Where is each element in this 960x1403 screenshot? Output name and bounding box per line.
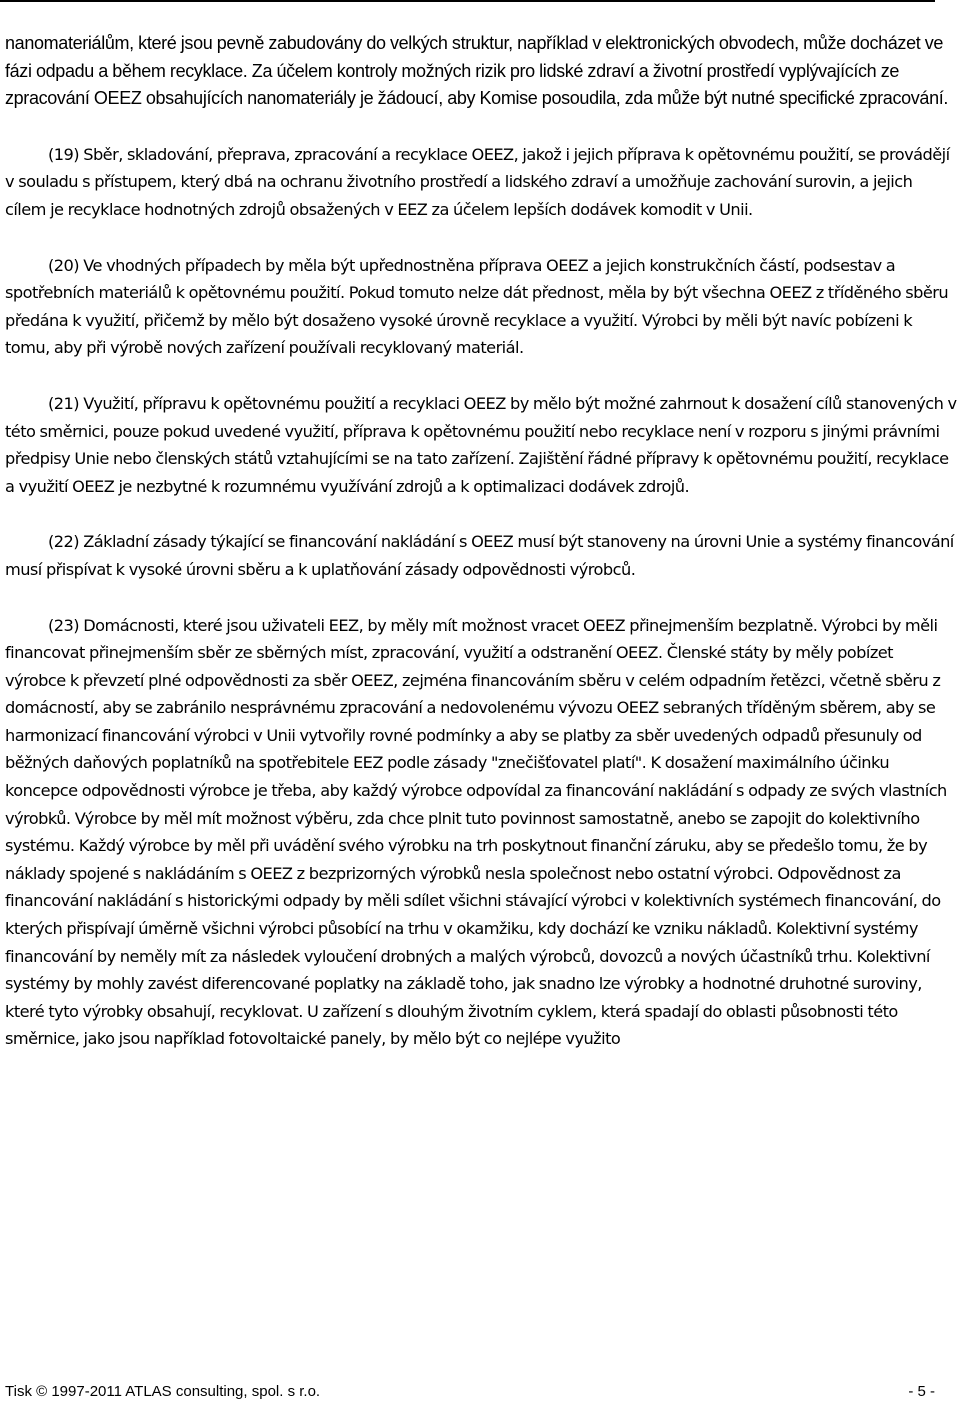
- paragraph-23: (23) Domácnosti, které jsou uživateli EEZ, by měly mít možnost vracet OEEZ přinejmenším bezplatně. Výrobci by měli financovat přinejmenším sběr ze sběrných míst, zpracování, využití a odstranění OEEZ. Členské státy by měly pobízet výrobce k převzetí plné odpovědnosti za sběr OEEZ, zejména financováním sběru v celém odpadním řetězci, včetně sběru z domácností, aby se zabránilo nesprávnému zpracování a nedovolenému vývozu OEEZ sebraných tříděným sběrem, aby se harmonizací financování výrobci v Unii vytvořily rovné podmínky a aby se platby za sběr uvedených odpadů přesunuly od běžných daňových poplatníků na spotřebitele EEZ podle zásady "znečišťovatel platí". K dosažení maximálního účinku koncepce odpovědnosti výrobce je třeba, aby každý výrobce odpovídal za financování nakládání s odpady ze svých vlastních výrobků. Výrobce by měl mít možnost výběru, zda chce plnit tuto povinnost samostatně, anebo se zapojit do kolektivního systému. Každý výrobce by měl při uvádění svého výrobku na trh poskytnout finanční záruku, aby se předešlo tomu, že by náklady spojené s nakládáním s OEEZ z bezprizorných výrobků nesla společnost nebo ostatní výrobci. Odpovědnost za financování nakládání s historickými odpady by měli sdílet všichni stávající výrobci v kolektivních systémech financování, do kterých přispívají úměrně všichni výrobci působící na trhu v okamžiku, kdy dochází ke vzniku nákladů. Kolektivní systémy financování by neměly mít za následek vyloučení drobných a malých výrobců, dovozců a nových účastníků trhu. Kolektivní systémy by mohly zavést diferencované poplatky na základě toho, jak snadno lze výrobky a hodnotné druhotné suroviny, které tyto výrobky obsahují, recyklovat. U zařízení s dlouhým životním cyklem, která spadají do oblasti působnosti této směrnice, jako jsou například fotovoltaické panely, by mělo být co nejlépe využito: [5, 615, 947, 1049]
- document-body: [5, 30, 957, 1053]
- paragraph-gap: [5, 500, 957, 528]
- paragraph-20: (20) Ve vhodných případech by měla být upřednostněna příprava OEEZ a jejich konstrukčních částí, podsestav a spotřebních materiálů k opětovnému použití. Pokud tomuto nelze dát přednost, měla by být všechna OEEZ z tříděného sběru předána k využití, přičemž by mělo být dosaženo vysoké úrovně recyklace a využití. Výrobci by měli být navíc pobízeni k tomu, aby při výrobě nových zařízení používali recyklovaný materiál.: [5, 255, 949, 358]
- page-footer: [5, 1383, 935, 1401]
- page-number: - 5 -: [908, 1383, 935, 1400]
- top-rule: [0, 0, 935, 2]
- paragraph-gap: [5, 584, 957, 612]
- paragraph-22: (22) Základní zásady týkající se financování nakládání s OEEZ musí být stanoveny na úrovni Unie a systémy financování musí přispívat k vysoké úrovni sběru a k uplatňování zásady odpovědnosti výrobců.: [5, 532, 954, 579]
- paragraph-gap: [5, 113, 957, 141]
- paragraph-21: (21) Využití, přípravu k opětovnému použití a recyklaci OEEZ by mělo být možné zahrnout k dosažení cílů stanovených v této směrnici, pouze pokud uvedené využití, příprava k opětovnému použití nebo recyklace není v rozporu s jinými právními předpisy Unie nebo členských států vztahujícími se na tato zařízení. Zajištění řádné přípravy k opětovnému použití, recyklace a využití OEEZ je nezbytné k rozumnému využívání zdrojů a k optimalizaci dodávek zdrojů.: [5, 393, 957, 496]
- paragraph-intro: nanomateriálům, které jsou pevně zabudovány do velkých struktur, například v elektronických obvodech, může docházet ve fázi odpadu a během recyklace. Za účelem kontroly možných rizik pro lidské zdraví a životní prostředí vyplývajících ze zpracování OEEZ obsahujících nanomateriály je žádoucí, aby Komise posoudila, zda může být nutné specifické zpracování.: [5, 33, 949, 109]
- footer-copyright: Tisk © 1997-2011 ATLAS consulting, spol. s r.o.: [5, 1383, 321, 1400]
- paragraph-19: (19) Sběr, skladování, přeprava, zpracování a recyklace OEEZ, jakož i jejich příprava k opětovnému použití, se provádějí v souladu s přístupem, který dbá na ochranu životního prostředí a lidského zdraví a umožňuje zachování surovin, a jejich cílem je recyklace hodnotných zdrojů obsažených v EEZ za účelem lepších dodávek komodit v Unii.: [5, 144, 950, 219]
- paragraph-gap: [5, 362, 957, 390]
- paragraph-gap: [5, 224, 957, 252]
